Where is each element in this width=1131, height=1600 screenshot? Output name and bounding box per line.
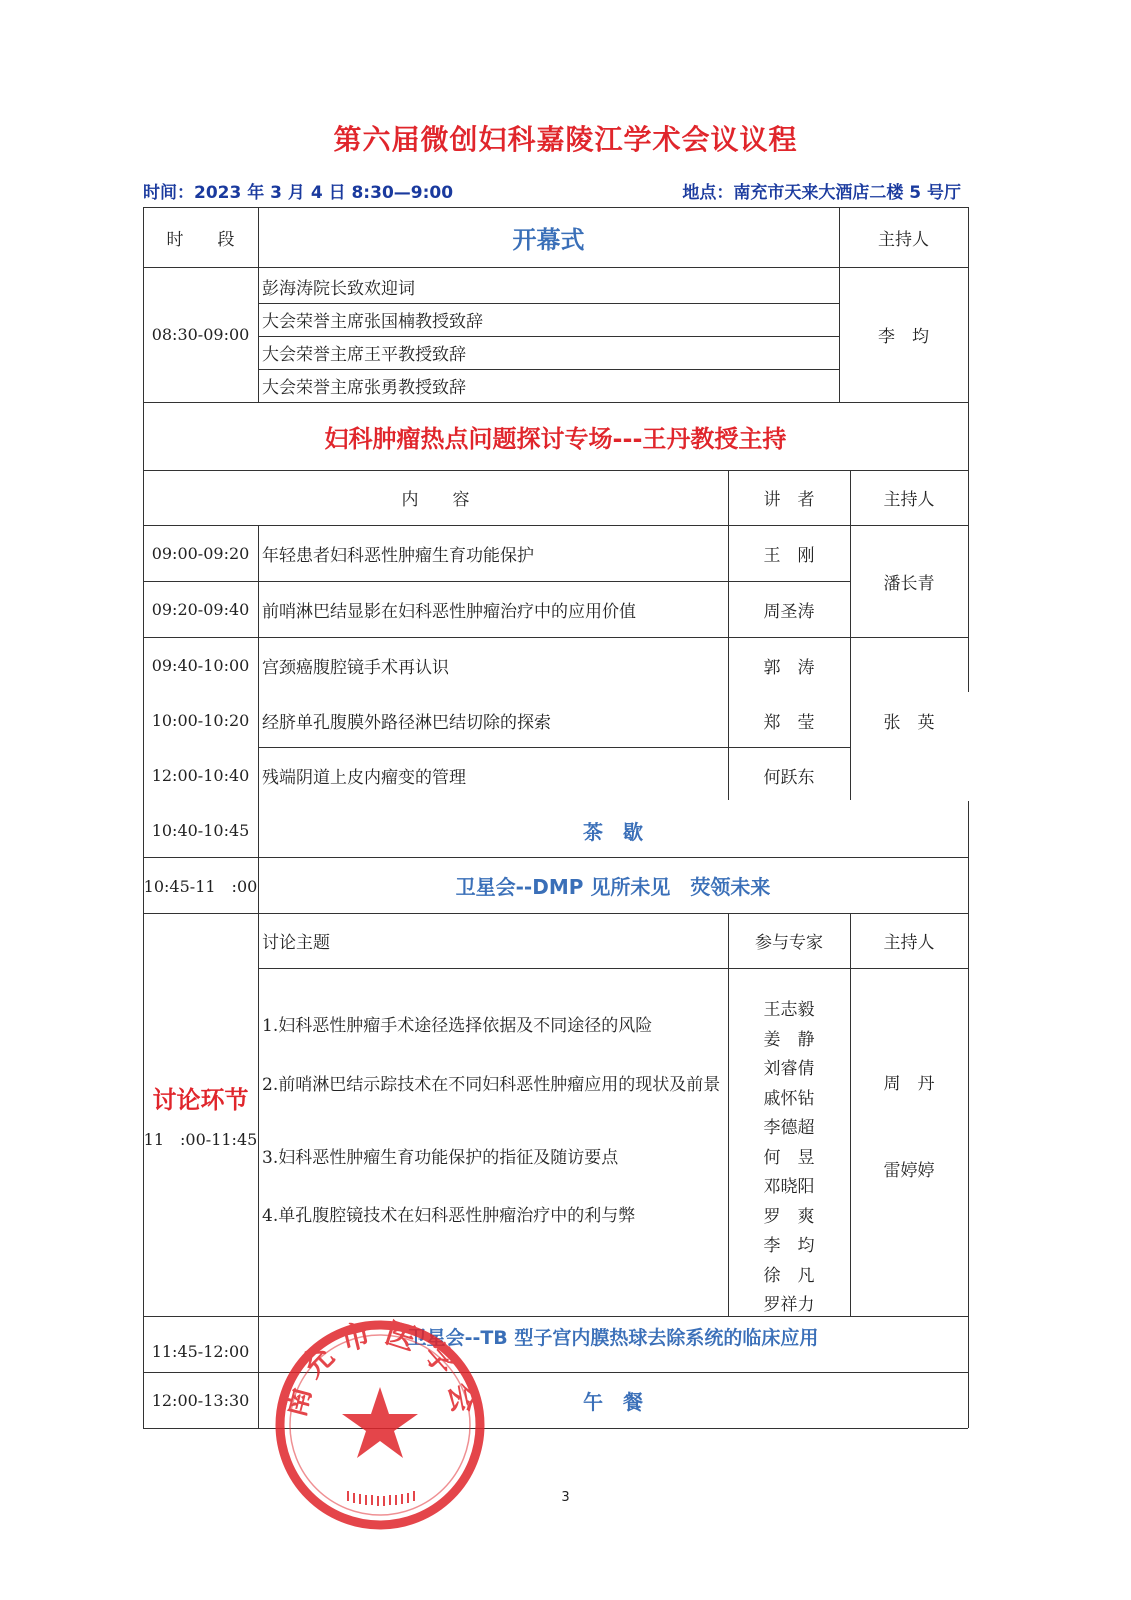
discussion-topic: 4.单孔腹腔镜技术在妇科恶性肿瘤治疗中的利与弊 bbox=[262, 1206, 636, 1226]
opening-item: 彭海涛院长致欢迎词 bbox=[262, 278, 415, 299]
session-host: 潘长青 bbox=[883, 573, 935, 594]
expert-name: 邓晓阳 bbox=[763, 1177, 815, 1197]
opening-item: 大会荣誉主席张国楠教授致辞 bbox=[262, 312, 483, 332]
page-title: 第六届微创妇科嘉陵江学术会议议程 bbox=[333, 123, 798, 156]
expert-name: 李德超 bbox=[763, 1118, 815, 1138]
lunch-time: 12:00-13:30 bbox=[151, 1390, 250, 1410]
satellite2-time: 11:45-12:00 bbox=[151, 1341, 250, 1361]
session-time: 09:00-09:20 bbox=[151, 543, 250, 563]
expert-name: 罗祥力 bbox=[763, 1295, 815, 1315]
session-time: 12:00-10:40 bbox=[151, 765, 250, 785]
col-host-header: 主持人 bbox=[883, 933, 935, 953]
discussion-side-label: 讨论环节 bbox=[152, 1085, 249, 1114]
lunch-label: 午 餐 bbox=[583, 1389, 643, 1414]
session-content: 残端阴道上皮内瘤变的管理 bbox=[262, 767, 466, 788]
session-speaker: 郭 涛 bbox=[763, 657, 815, 678]
tea-time: 10:40-10:45 bbox=[151, 820, 250, 840]
expert-name: 戚怀钻 bbox=[763, 1088, 815, 1109]
opening-heading: 开幕式 bbox=[512, 225, 585, 254]
expert-name: 罗 爽 bbox=[763, 1206, 815, 1227]
session-speaker: 何跃东 bbox=[763, 767, 815, 788]
col-host-header: 主持人 bbox=[883, 490, 935, 510]
tea-label: 茶 歇 bbox=[583, 819, 643, 844]
opening-item: 大会荣誉主席张勇教授致辞 bbox=[262, 378, 466, 398]
discussion-topic: 1.妇科恶性肿瘤手术途径选择依据及不同途径的风险 bbox=[262, 1016, 653, 1036]
expert-name: 姜 静 bbox=[763, 1029, 815, 1050]
session-speaker: 郑 莹 bbox=[763, 712, 815, 733]
session-speaker: 周圣涛 bbox=[763, 601, 815, 622]
session-time: 09:20-09:40 bbox=[151, 599, 250, 619]
session-heading: 妇科肿瘤热点问题探讨专场---王丹教授主持 bbox=[324, 424, 787, 453]
opening-time: 08:30-09:00 bbox=[151, 325, 250, 344]
col-host-header: 主持人 bbox=[878, 229, 929, 250]
discussion-experts bbox=[728, 968, 850, 1316]
session-content: 经脐单孔腹膜外路径淋巴结切除的探索 bbox=[262, 712, 551, 733]
col-speaker-header: 讲 者 bbox=[763, 490, 815, 510]
satellite2-label: 卫星会--TB 型子宫内膜热球去除系统的临床应用 bbox=[407, 1326, 819, 1349]
satellite1-label: 卫星会--DMP 见所未见 荧领未来 bbox=[455, 874, 771, 899]
session-speaker: 王 刚 bbox=[763, 545, 815, 566]
expert-name: 李 均 bbox=[763, 1236, 815, 1256]
expert-name: 徐 凡 bbox=[763, 1265, 815, 1286]
discussion-side bbox=[143, 913, 258, 1316]
session-time: 09:40-10:00 bbox=[151, 655, 250, 675]
session-host: 张 英 bbox=[883, 712, 935, 733]
opening-host: 李 均 bbox=[878, 327, 929, 347]
expert-name: 何 昱 bbox=[763, 1147, 815, 1168]
meeting-location: 地点：南充市天来大酒店二楼 5 号厅 bbox=[682, 183, 961, 203]
session-content: 宫颈癌腹腔镜手术再认识 bbox=[262, 657, 449, 678]
discussion-topic: 3.妇科恶性肿瘤生育功能保护的指征及随访要点 bbox=[262, 1148, 619, 1168]
col-content-header: 内 容 bbox=[401, 490, 470, 510]
col-experts-header: 参与专家 bbox=[755, 933, 823, 953]
session-content: 前哨淋巴结显影在妇科恶性肿瘤治疗中的应用价值 bbox=[262, 601, 636, 622]
discussion-time: 11 :00-11:45 bbox=[143, 1129, 258, 1149]
discussion-host: 周 丹 bbox=[883, 1074, 935, 1094]
discussion-host: 雷婷婷 bbox=[883, 1161, 935, 1181]
agenda-table bbox=[143, 207, 989, 1470]
meeting-time: 时间：2023 年 3 月 4 日 8:30—9:00 bbox=[143, 183, 454, 203]
session-content: 年轻患者妇科恶性肿瘤生育功能保护 bbox=[262, 545, 534, 566]
discussion-topic: 2.前哨淋巴结示踪技术在不同妇科恶性肿瘤应用的现状及前景 bbox=[262, 1075, 721, 1095]
seal-text: 南充市医学会 bbox=[277, 1315, 483, 1426]
expert-name: 刘睿倩 bbox=[763, 1059, 815, 1079]
satellite1-time: 10:45-11 :00 bbox=[143, 876, 258, 896]
col-topic-header: 讨论主题 bbox=[262, 933, 330, 953]
col-period-header: 时 段 bbox=[166, 229, 235, 250]
session-time: 10:00-10:20 bbox=[151, 710, 250, 730]
page-number: 3 bbox=[561, 1490, 570, 1505]
discussion-topics bbox=[258, 968, 728, 1316]
expert-name: 王志毅 bbox=[763, 1000, 815, 1020]
opening-item: 大会荣誉主席王平教授致辞 bbox=[262, 345, 466, 365]
discussion-hosts bbox=[850, 968, 968, 1316]
